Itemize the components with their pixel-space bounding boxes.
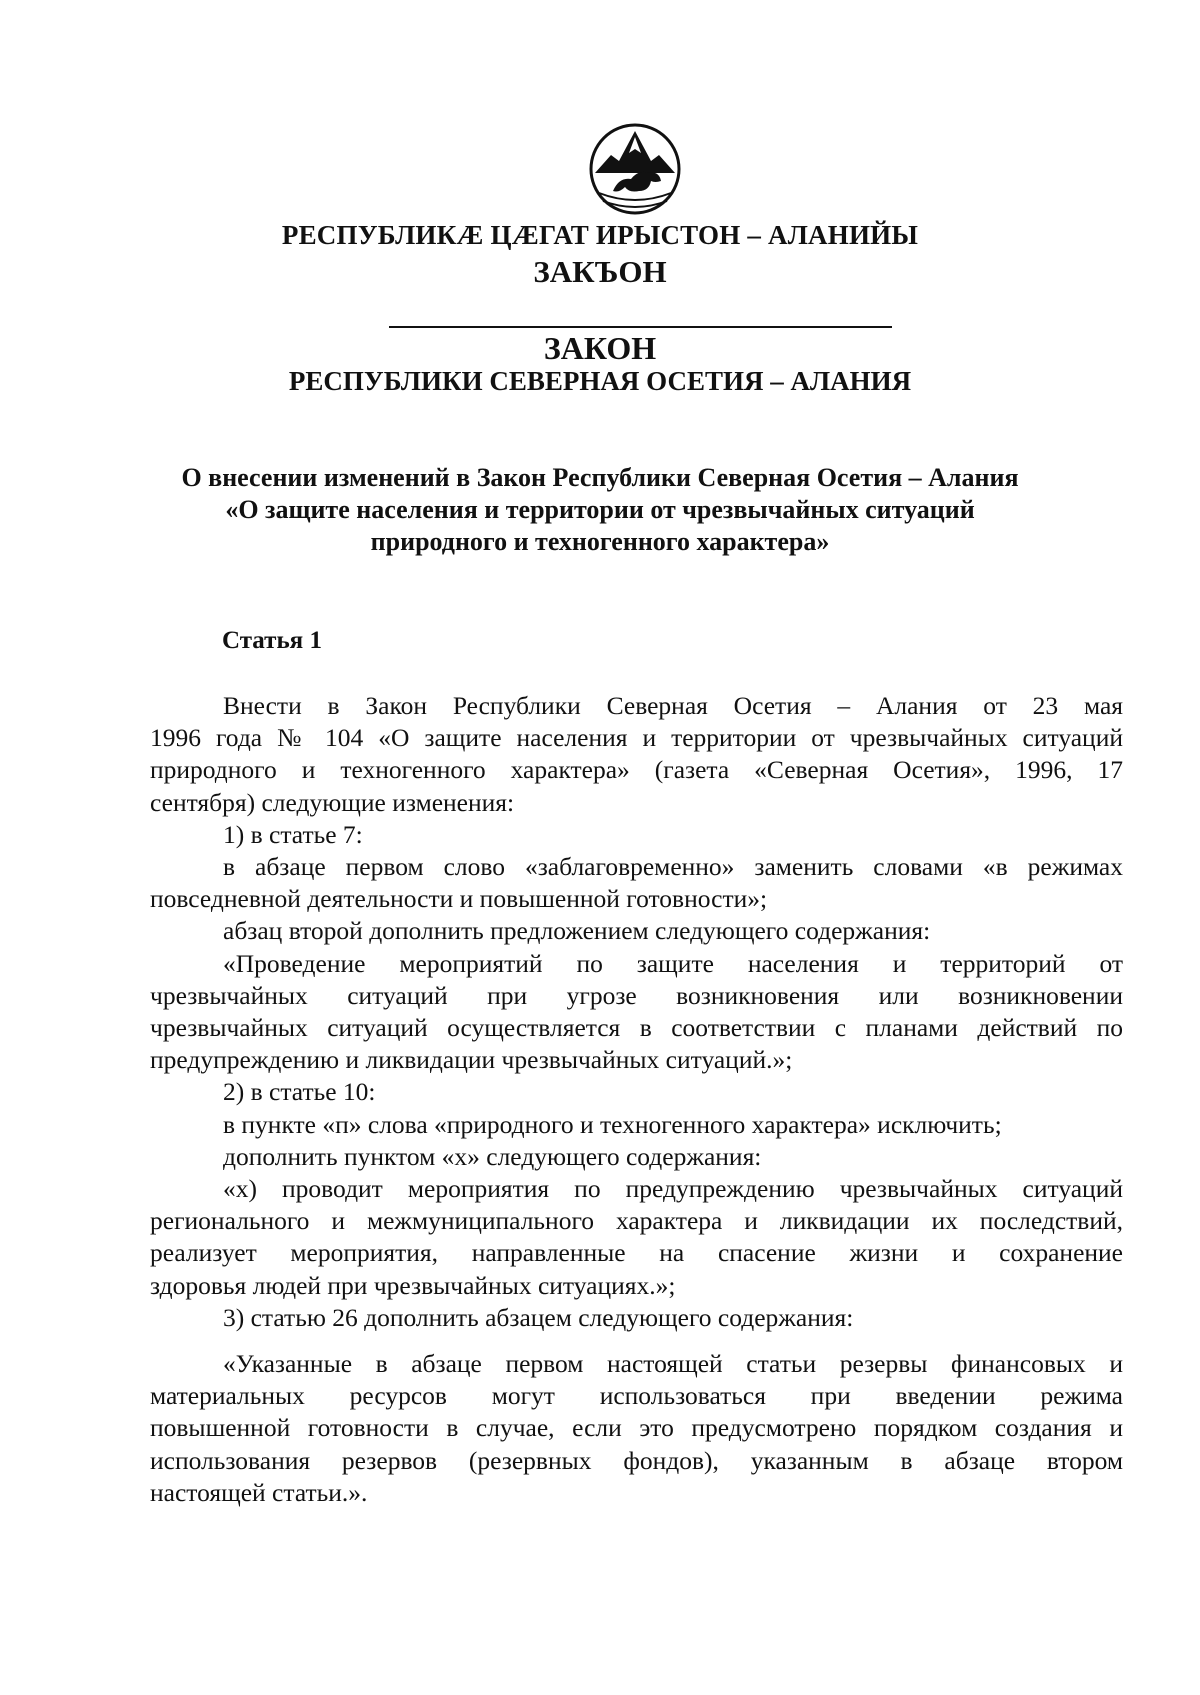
body-line: повышенной готовности в случае, если это предусмотрено порядком создания и xyxy=(150,1413,1123,1443)
title-line: О внесении изменений в Закон Республики Северная Осетия – Алания xyxy=(181,463,1019,492)
ossetian-law-heading: ЗАКЪОН xyxy=(533,254,667,289)
body-line: в пункте «п» слова «природного и техногенного характера» исключить; xyxy=(223,1109,1002,1139)
ossetian-republic-heading: РЕСПУБЛИКӔ ЦӔГАТ ИРЫСТОН – АЛАНИЙЫ xyxy=(281,220,919,250)
body-line: здоровья людей при чрезвычайных ситуациях.»; xyxy=(150,1270,676,1300)
title-line: «О защите населения и территории от чрезвычайных ситуаций xyxy=(225,495,975,524)
body-line: в абзаце первом слово «заблаговременно» заменить словами «в режимах xyxy=(223,852,1123,882)
russian-law-heading: ЗАКОН xyxy=(543,330,657,366)
body-line: чрезвычайных ситуаций при угрозе возникновения или возникновении xyxy=(150,980,1123,1010)
body-line: чрезвычайных ситуаций осуществляется в соответствии с планами действий по xyxy=(150,1013,1123,1043)
body-line: 2) в статье 10: xyxy=(223,1077,376,1107)
body-line: Внести в Закон Республики Северная Осетия – Алания от 23 мая xyxy=(223,691,1123,720)
body-line: использования резервов (резервных фондов), указанным в абзаце втором xyxy=(150,1445,1123,1475)
body-line: 1996 года № 104 «О защите населения и территории от чрезвычайных ситуаций xyxy=(150,723,1123,753)
header-divider xyxy=(389,326,892,328)
body-line: 3) статью 26 дополнить абзацем следующего содержания: xyxy=(223,1302,854,1332)
article-heading: Статья 1 xyxy=(222,627,322,654)
body-line: 1) в статье 7: xyxy=(223,819,363,849)
title-line: природного и техногенного характера» xyxy=(370,527,830,556)
body-line: реализует мероприятия, направленные на спасение жизни и сохранение xyxy=(150,1238,1123,1268)
body-line: дополнить пунктом «х» следующего содержания: xyxy=(223,1141,762,1171)
body-line: абзац второй дополнить предложением следующего содержания: xyxy=(223,916,931,946)
body-line: повседневной деятельности и повышенной готовности»; xyxy=(150,884,768,914)
coat-of-arms-icon xyxy=(589,121,681,217)
body-line: «х) проводит мероприятия по предупреждению чрезвычайных ситуаций xyxy=(223,1174,1123,1204)
body-line: материальных ресурсов могут использоваться при введении режима xyxy=(150,1381,1123,1411)
body-line: природного и техногенного характера» (газета «Северная Осетия», 1996, 17 xyxy=(150,755,1123,785)
body-line: предупреждению и ликвидации чрезвычайных ситуаций.»; xyxy=(150,1045,793,1075)
body-line: сентября) следующие изменения: xyxy=(150,787,515,817)
body-line: «Проведение мероприятий по защите населения и территорий от xyxy=(223,948,1123,978)
article-body xyxy=(150,690,1123,1509)
body-line: «Указанные в абзаце первом настоящей статьи резервы финансовых и xyxy=(223,1349,1123,1379)
body-line: регионального и межмуниципального характера и ликвидации их последствий, xyxy=(150,1206,1123,1236)
paragraph-gap xyxy=(150,1334,1123,1348)
body-line: настоящей статьи.». xyxy=(150,1477,368,1507)
russian-republic-heading: РЕСПУБЛИКИ СЕВЕРНАЯ ОСЕТИЯ – АЛАНИЯ xyxy=(288,366,912,396)
document-title xyxy=(0,462,1200,558)
